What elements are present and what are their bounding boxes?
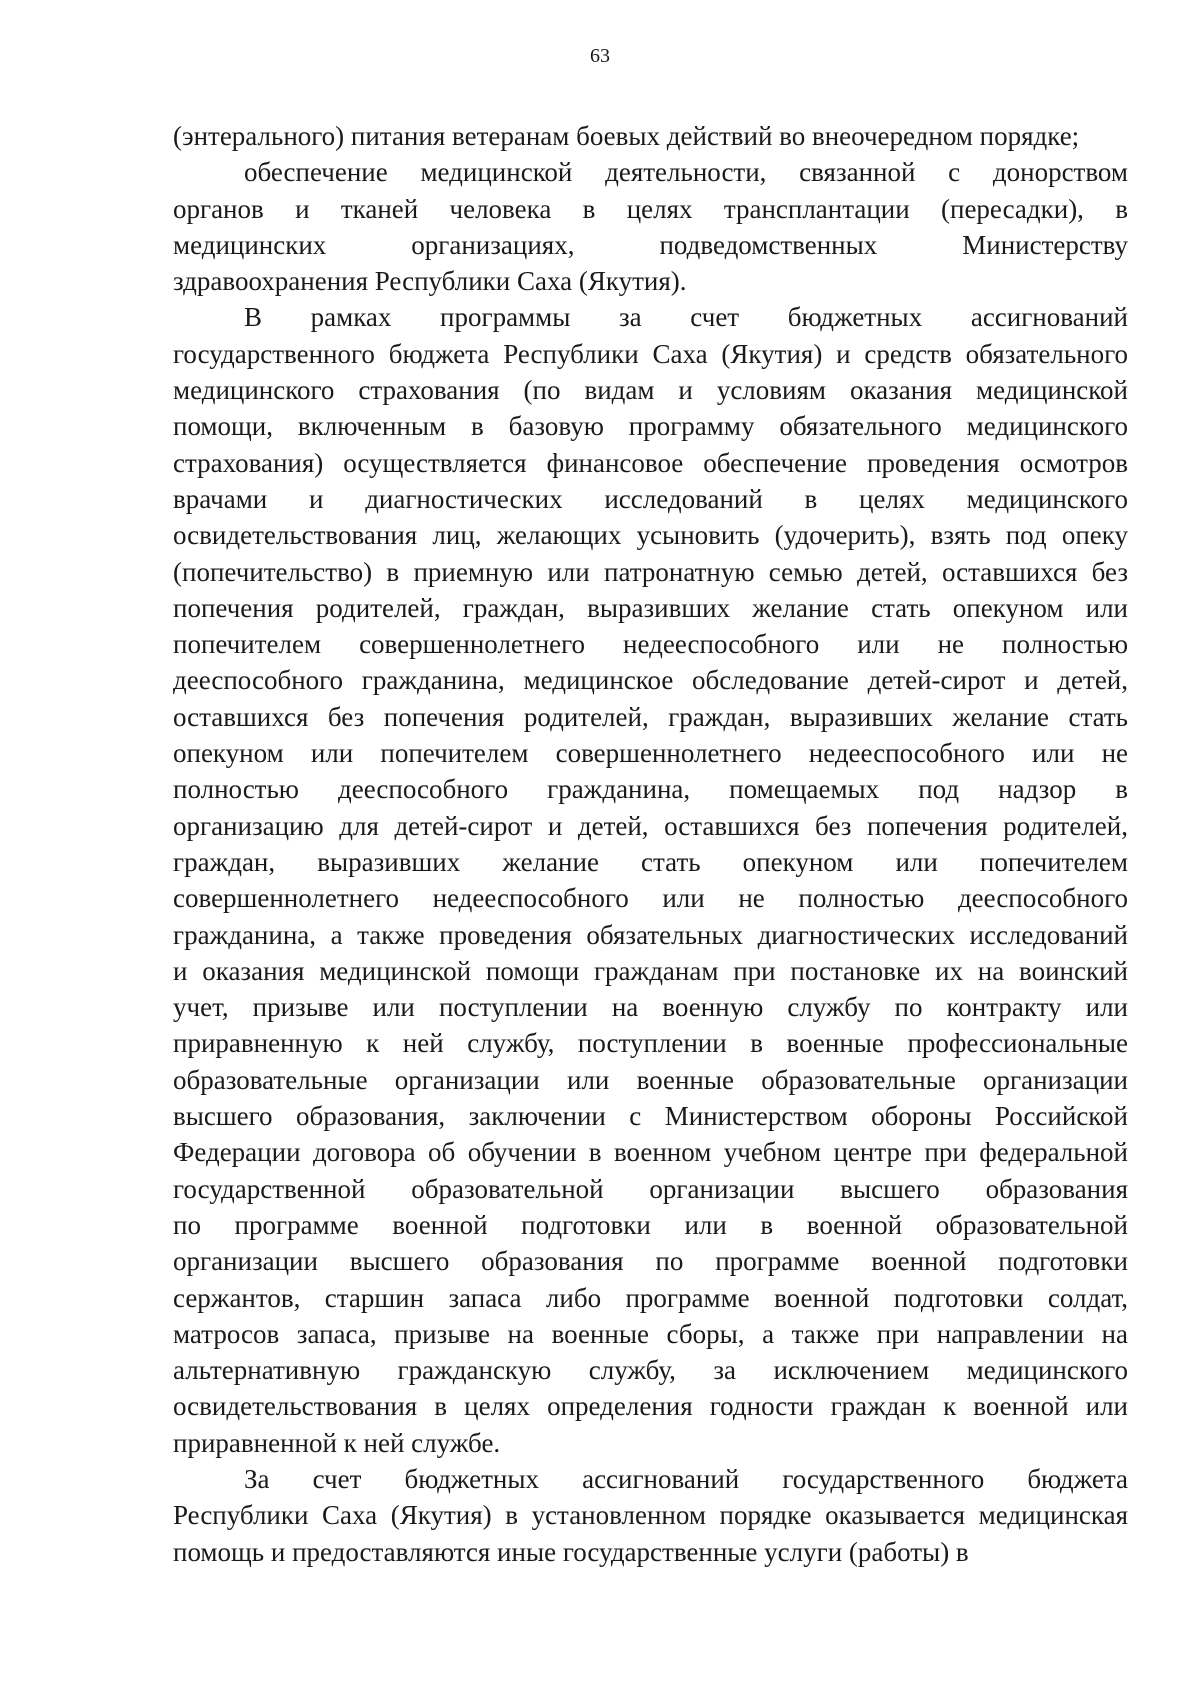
text-line: граждан, выразивших желание стать опекуном или попечителем xyxy=(173,846,1128,877)
paragraph-p1 xyxy=(173,118,1128,154)
text-line: Федерации договора об обучении в военном учебном центре при федеральной xyxy=(173,1137,1128,1168)
text-line: медицинского страхования (по видам и условиям оказания медицинской xyxy=(173,375,1128,406)
text-line: государственной образовательной организации высшего образования xyxy=(173,1173,1128,1204)
text-line: В рамках программы за счет бюджетных ассигнований xyxy=(244,302,1128,333)
text-line: попечения родителей, граждан, выразивших желание стать опекуном или xyxy=(173,592,1128,623)
text-line: оставшихся без попечения родителей, граждан, выразивших желание стать xyxy=(173,701,1128,732)
text-line: врачами и диагностических исследований в целях медицинского xyxy=(173,483,1128,514)
document-body xyxy=(173,118,1128,1570)
text-line: дееспособного гражданина, медицинское обследование детей-сирот и детей, xyxy=(173,665,1128,696)
text-line: и оказания медицинской помощи гражданам при постановке их на воинский xyxy=(173,955,1128,986)
text-line: альтернативную гражданскую службу, за исключением медицинского xyxy=(173,1355,1128,1386)
text-line: здравоохранения Республики Саха (Якутия). xyxy=(173,266,687,297)
text-line: организации высшего образования по программе военной подготовки xyxy=(173,1246,1128,1277)
text-line: За счет бюджетных ассигнований государственного бюджета xyxy=(244,1463,1128,1494)
text-line: освидетельствования в целях определения годности граждан к военной или xyxy=(173,1391,1128,1422)
text-line: организацию для детей-сирот и детей, оставшихся без попечения родителей, xyxy=(173,810,1128,841)
text-line: попечителем совершеннолетнего недееспособного или не полностью xyxy=(173,629,1128,660)
text-line: помощи, включенным в базовую программу обязательного медицинского xyxy=(173,411,1128,442)
text-line: обеспечение медицинской деятельности, связанной с донорством xyxy=(244,157,1128,188)
text-line: государственного бюджета Республики Саха (Якутия) и средств обязательного xyxy=(173,338,1128,369)
text-line: совершеннолетнего недееспособного или не полностью дееспособного xyxy=(173,883,1128,914)
text-line: образовательные организации или военные образовательные организации xyxy=(173,1064,1128,1095)
paragraph-p2 xyxy=(173,154,1128,299)
text-line: высшего образования, заключении с Министерством обороны Российской xyxy=(173,1101,1128,1132)
text-line: страхования) осуществляется финансовое обеспечение проведения осмотров xyxy=(173,447,1128,478)
text-line: по программе военной подготовки или в военной образовательной xyxy=(173,1209,1128,1240)
text-line: приравненной к ней службе. xyxy=(173,1427,501,1458)
text-line: (попечительство) в приемную или патронатную семью детей, оставшихся без xyxy=(173,556,1128,587)
text-line: гражданина, а также проведения обязательных диагностических исследований xyxy=(173,919,1128,950)
text-line: полностью дееспособного гражданина, помещаемых под надзор в xyxy=(173,774,1128,805)
text-line: медицинских организациях, подведомственных Министерству xyxy=(173,229,1128,260)
text-line: Республики Саха (Якутия) в установленном порядке оказывается медицинская xyxy=(173,1500,1128,1531)
text-line: помощь и предоставляются иные государственные услуги (работы) в xyxy=(173,1536,969,1567)
page-number: 63 xyxy=(590,45,610,67)
text-line: матросов запаса, призыве на военные сборы, а также при направлении на xyxy=(173,1318,1128,1349)
text-line: приравненную к ней службу, поступлении в военные профессиональные xyxy=(173,1028,1128,1059)
text-line: учет, призыве или поступлении на военную службу по контракту или xyxy=(173,992,1128,1023)
paragraph-p4 xyxy=(173,1461,1128,1570)
paragraph-p3 xyxy=(173,299,1128,1461)
text-line: (энтерального) питания ветеранам боевых действий во внеочередном порядке; xyxy=(173,121,1080,151)
text-line: освидетельствования лиц, желающих усыновить (удочерить), взять под опеку xyxy=(173,520,1128,551)
text-line: сержантов, старшин запаса либо программе военной подготовки солдат, xyxy=(173,1282,1128,1313)
text-line: опекуном или попечителем совершеннолетнего недееспособного или не xyxy=(173,738,1128,769)
text-line: органов и тканей человека в целях трансплантации (пересадки), в xyxy=(173,193,1128,224)
